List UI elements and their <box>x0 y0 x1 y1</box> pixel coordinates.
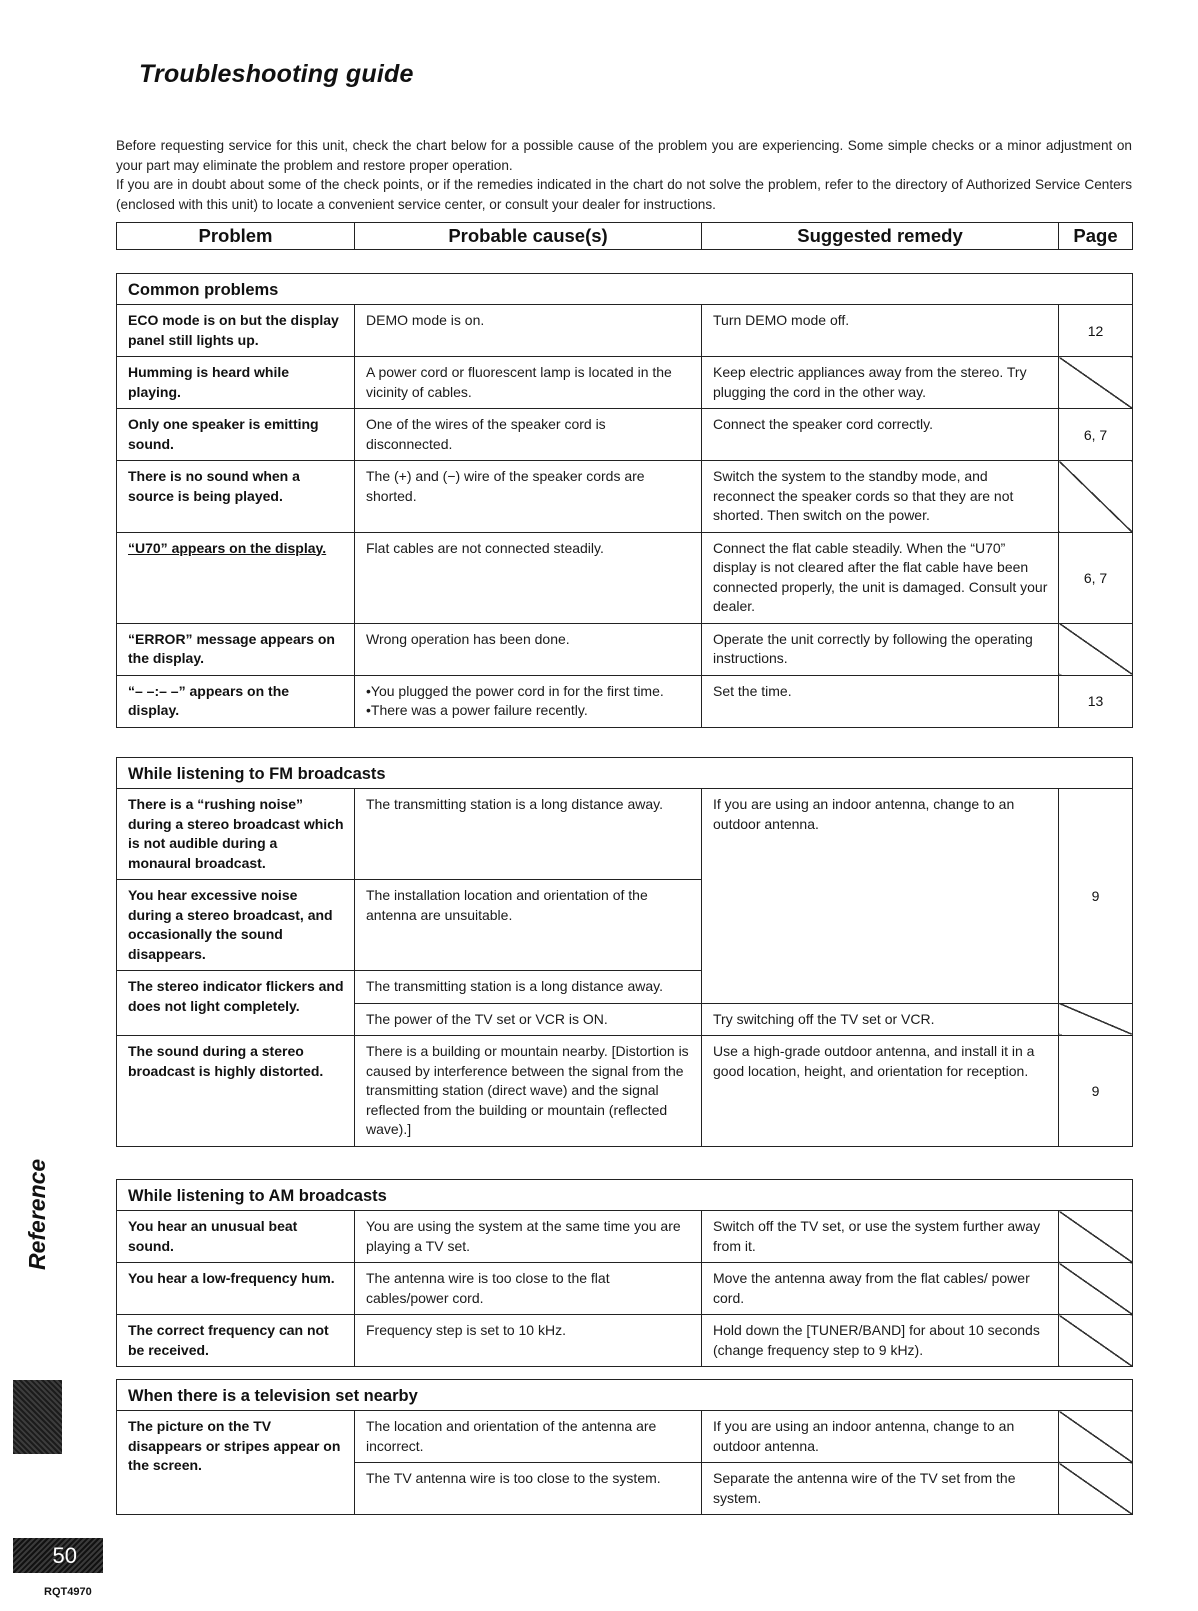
problem-cell: The stereo indicator flickers and does not light completely. <box>117 971 355 1036</box>
no-page-cell <box>1059 1411 1133 1463</box>
remedy-cell: Switch the system to the standby mode, and reconnect the speaker cords so that they are not shorted. Then switch on the power. <box>702 461 1059 533</box>
remedy-cell: Move the antenna away from the flat cables/ power cord. <box>702 1263 1059 1315</box>
cause-cell: Flat cables are not connected steadily. <box>355 532 702 623</box>
page-cell: 6, 7 <box>1059 532 1133 623</box>
no-page-cell <box>1059 623 1133 675</box>
table-row <box>117 357 1133 409</box>
cause-cell: The TV antenna wire is too close to the system. <box>355 1463 702 1515</box>
remedy-cell: Switch off the TV set, or use the system further away from it. <box>702 1211 1059 1263</box>
remedy-cell: Operate the unit correctly by following the operating instructions. <box>702 623 1059 675</box>
table-row <box>117 1211 1133 1263</box>
page-title: Troubleshooting guide <box>139 60 414 88</box>
cause-cell: A power cord or fluorescent lamp is located in the vicinity of cables. <box>355 357 702 409</box>
fm-broadcasts-table <box>116 757 1133 1147</box>
header-page: Page <box>1059 223 1133 250</box>
cause-cell: The location and orientation of the antenna are incorrect. <box>355 1411 702 1463</box>
table-row <box>117 305 1133 357</box>
remedy-cell: Hold down the [TUNER/BAND] for about 10 seconds (change frequency step to 9 kHz). <box>702 1315 1059 1367</box>
no-page-cell <box>1059 1315 1133 1367</box>
cause-cell: There is a building or mountain nearby. [Distortion is caused by interference between the signal from the transmitting station (direct wave) and the signal reflected from the building or mountain (reflected wave).] <box>355 1036 702 1147</box>
remedy-cell: Keep electric appliances away from the stereo. Try plugging the cord in the other way. <box>702 357 1059 409</box>
no-page-cell <box>1059 1003 1133 1036</box>
no-page-cell <box>1059 357 1133 409</box>
table-row <box>117 789 1133 880</box>
header-problem: Problem <box>117 223 355 250</box>
header-remedy: Suggested remedy <box>702 223 1059 250</box>
tv-nearby-table <box>116 1379 1133 1515</box>
remedy-cell: Connect the flat cable steadily. When the “U70” display is not cleared after the flat cable have been connected properly, the unit is damaged. Consult your dealer. <box>702 532 1059 623</box>
remedy-cell: If you are using an indoor antenna, change to an outdoor antenna. <box>702 789 1059 1004</box>
problem-cell: You hear excessive noise during a stereo broadcast, and occasionally the sound disappears. <box>117 880 355 971</box>
cause-cell: The antenna wire is too close to the flat cables/power cord. <box>355 1263 702 1315</box>
cause-cell: The power of the TV set or VCR is ON. <box>355 1003 702 1036</box>
cause-bullet: •You plugged the power cord in for the first time. <box>366 682 664 699</box>
table-row <box>117 1036 1133 1147</box>
column-header-table <box>116 222 1133 250</box>
problem-cell: “ERROR” message appears on the display. <box>117 623 355 675</box>
cause-bullet: •There was a power failure recently. <box>366 702 588 718</box>
no-page-cell <box>1059 461 1133 533</box>
no-page-cell <box>1059 1463 1133 1515</box>
section-title: While listening to FM broadcasts <box>117 758 1133 789</box>
table-row <box>117 532 1133 623</box>
table-row <box>117 461 1133 533</box>
header-cause: Probable cause(s) <box>355 223 702 250</box>
table-row <box>117 623 1133 675</box>
cause-cell: Frequency step is set to 10 kHz. <box>355 1315 702 1367</box>
remedy-cell: Turn DEMO mode off. <box>702 305 1059 357</box>
cause-cell: DEMO mode is on. <box>355 305 702 357</box>
problem-cell: The picture on the TV disappears or stripes appear on the screen. <box>117 1411 355 1515</box>
section-title: Common problems <box>117 274 1133 305</box>
no-page-cell <box>1059 1211 1133 1263</box>
remedy-cell: Connect the speaker cord correctly. <box>702 409 1059 461</box>
cause-cell: The installation location and orientation of the antenna are unsuitable. <box>355 880 702 971</box>
problem-cell: ECO mode is on but the display panel still lights up. <box>117 305 355 357</box>
problem-cell: Only one speaker is emitting sound. <box>117 409 355 461</box>
no-page-cell <box>1059 1263 1133 1315</box>
remedy-cell: Separate the antenna wire of the TV set from the system. <box>702 1463 1059 1515</box>
table-row <box>117 675 1133 727</box>
table-row <box>117 1263 1133 1315</box>
document-code: RQT4970 <box>44 1586 92 1598</box>
page-cell: 9 <box>1059 1036 1133 1147</box>
am-broadcasts-table <box>116 1179 1133 1367</box>
table-row <box>117 1411 1133 1463</box>
section-title: When there is a television set nearby <box>117 1380 1133 1411</box>
side-tab-marker <box>13 1380 62 1454</box>
cause-cell: You are using the system at the same time you are playing a TV set. <box>355 1211 702 1263</box>
problem-cell: You hear a low-frequency hum. <box>117 1263 355 1315</box>
problem-cell: The correct frequency can not be received. <box>117 1315 355 1367</box>
intro-paragraph-1: Before requesting service for this unit, check the chart below for a possible cause of the problem you are experiencing. Some simple checks or a minor adjustment on your part may eliminate the problem and restore proper operation. <box>116 138 1132 173</box>
problem-cell: The sound during a stereo broadcast is highly distorted. <box>117 1036 355 1147</box>
common-problems-table <box>116 273 1133 728</box>
problem-cell: “– –:– –” appears on the display. <box>117 675 355 727</box>
table-row <box>117 409 1133 461</box>
remedy-cell: Try switching off the TV set or VCR. <box>702 1003 1059 1036</box>
problem-cell: “U70” appears on the display. <box>117 532 355 623</box>
intro-paragraph-2: If you are in doubt about some of the check points, or if the remedies indicated in the chart do not solve the problem, refer to the directory of Authorized Service Centers (enclosed with this unit) to locate a convenient service center, or consult your dealer for instructions. <box>116 177 1132 212</box>
section-title: While listening to AM broadcasts <box>117 1180 1133 1211</box>
page-number: 50 <box>13 1538 103 1573</box>
side-section-label: Reference <box>24 1158 50 1270</box>
problem-cell: Humming is heard while playing. <box>117 357 355 409</box>
cause-cell: The transmitting station is a long distance away. <box>355 789 702 880</box>
intro-text <box>116 136 1132 214</box>
remedy-cell: If you are using an indoor antenna, change to an outdoor antenna. <box>702 1411 1059 1463</box>
remedy-cell: Use a high-grade outdoor antenna, and install it in a good location, height, and orientation for reception. <box>702 1036 1059 1147</box>
cause-cell: Wrong operation has been done. <box>355 623 702 675</box>
cause-cell: The (+) and (−) wire of the speaker cords are shorted. <box>355 461 702 533</box>
page-cell: 9 <box>1059 789 1133 1004</box>
problem-cell: There is a “rushing noise” during a stereo broadcast which is not audible during a monaural broadcast. <box>117 789 355 880</box>
cause-cell: The transmitting station is a long distance away. <box>355 971 702 1004</box>
cause-cell <box>355 675 702 727</box>
table-row <box>117 1315 1133 1367</box>
remedy-cell: Set the time. <box>702 675 1059 727</box>
page-cell: 6, 7 <box>1059 409 1133 461</box>
page-cell: 13 <box>1059 675 1133 727</box>
cause-cell: One of the wires of the speaker cord is disconnected. <box>355 409 702 461</box>
problem-cell: There is no sound when a source is being played. <box>117 461 355 533</box>
page-cell: 12 <box>1059 305 1133 357</box>
problem-cell: You hear an unusual beat sound. <box>117 1211 355 1263</box>
